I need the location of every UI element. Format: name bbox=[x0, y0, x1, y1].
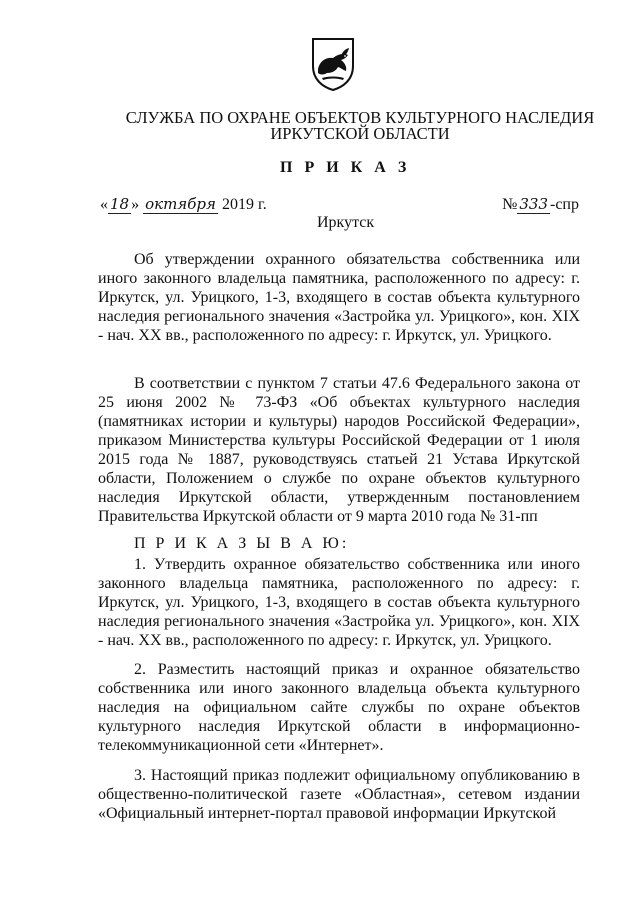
order-item-3 bbox=[98, 766, 580, 823]
order-item-2 bbox=[98, 660, 580, 755]
order-date bbox=[100, 195, 267, 214]
irkutsk-coat-of-arms-icon bbox=[310, 36, 356, 92]
legal-basis-paragraph bbox=[98, 374, 580, 526]
order-item-2-text: 2. Разместить настоящий приказ и охранное обязательство собственника или иного законного владельца объекта культурного наследия на официальном сайте службы по охране объектов культурного наследия Иркутской области в информационно-телекоммуникационной сети «Интернет». bbox=[98, 661, 580, 754]
order-directive-heading: П Р И К А З Ы В А Ю: bbox=[134, 535, 350, 552]
date-day: 18 bbox=[110, 195, 130, 213]
organization-name-line1: СЛУЖБА ПО ОХРАНЕ ОБЪЕКТОВ КУЛЬТУРНОГО НАСЛЕДИЯ bbox=[125, 108, 595, 127]
date-month: октября bbox=[145, 195, 216, 213]
number-prefix: № bbox=[502, 196, 518, 213]
date-close-quote: » bbox=[131, 196, 140, 213]
order-item-1 bbox=[98, 555, 580, 650]
organization-name-line2: ИРКУТСКОЙ ОБЛАСТИ bbox=[270, 124, 450, 143]
city-name: Иркутск bbox=[317, 214, 375, 231]
date-open-quote: « bbox=[100, 196, 108, 213]
order-item-3-text: 3. Настоящий приказ подлежит официальному опубликованию в общественно-политической газете «Областная», сетевом издании «Официальный интернет-портал правовой информации Иркутской bbox=[98, 767, 580, 822]
order-number bbox=[502, 195, 579, 214]
number-suffix: -спр bbox=[550, 196, 579, 213]
document-type-title: П Р И К А З bbox=[280, 159, 411, 176]
number-value: 333 bbox=[519, 195, 548, 213]
legal-basis-text: В соответствии с пунктом 7 статьи 47.6 Федерального закона от 25 июня 2002 № 73-ФЗ «Об объектах культурного наследия (памятниках истории и культуры) народов Российской Федерации», приказом Министерства культуры Российской Федерации от 1 июля 2015 года № 1887, руководствуясь статьей 21 Устава Иркутской области, Положением о службе по охране объектов культурного наследия Иркутской области, утвержденным постановлением Правительства Иркутской области от 9 марта 2010 года № 31-пп bbox=[98, 375, 580, 525]
order-subject-text: Об утверждении охранного обязательства собственника или иного законного владельца памятника, расположенного по адресу: г. Иркутск, ул. Урицкого, 1-3, входящего в состав объекта культурного наследия регионального значения «Застройка ул. Урицкого», кон. XIX - нач. XX вв., расположенного по адресу: г. Иркутск, ул. Урицкого. bbox=[98, 251, 580, 344]
order-subject-paragraph bbox=[98, 250, 580, 345]
date-year: 2019 г. bbox=[221, 196, 267, 213]
order-item-1-text: 1. Утвердить охранное обязательство собственника или иного законного владельца памятника, расположенного по адресу: г. Иркутск, ул. Урицкого, 1-3, входящего в состав объекта культурного наследия регионального значения «Застройка ул. Урицкого», кон. XIX - нач. XX вв., расположенного по адресу: г. Иркутск, ул. Урицкого. bbox=[98, 556, 580, 649]
